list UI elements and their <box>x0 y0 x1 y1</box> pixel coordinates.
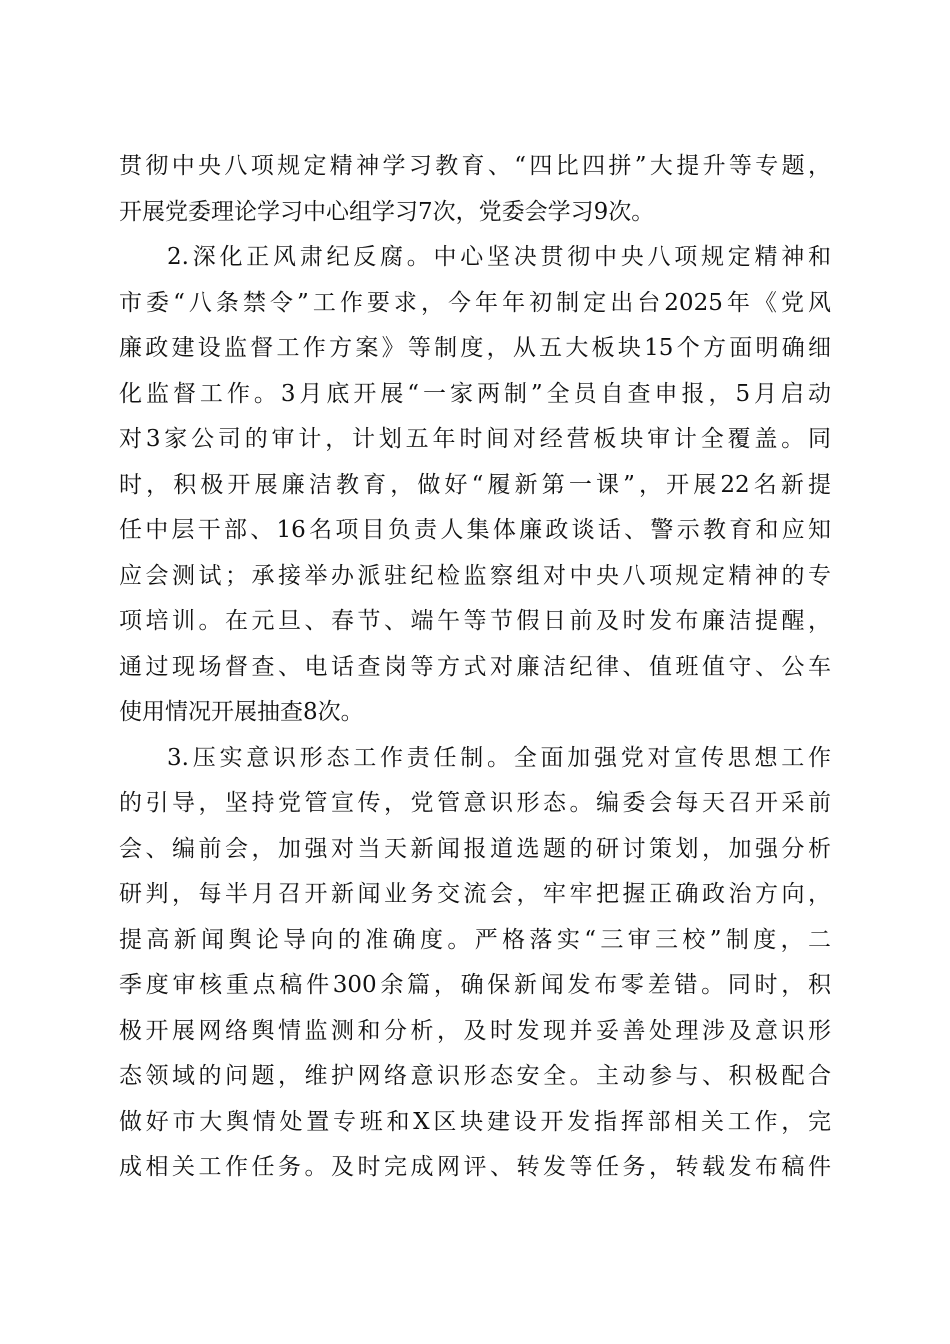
text-line: 项培训。在元旦、春节、端午等节假日前及时发布廉洁提醒， <box>119 608 831 634</box>
text-line: 市委“八条禁令”工作要求，今年年初制定出台2025年《党风 <box>119 289 831 316</box>
text-line: 通过现场督查、电话查岗等方式对廉洁纪律、值班值守、公车 <box>119 653 831 680</box>
document-body <box>119 144 831 1191</box>
text-line: 廉政建设监督工作方案》等制度，从五大板块15个方面明确细 <box>119 335 831 361</box>
text-line: 任中层干部、16名项目负责人集体廉政谈话、警示教育和应知 <box>119 517 831 543</box>
text-line: 会、编前会，加强对当天新闻报道选题的研讨策划，加强分析 <box>119 835 831 862</box>
text-line: 时，积极开展廉洁教育，做好“履新第一课”，开展22名新提 <box>119 471 831 498</box>
text-line: 极开展网络舆情监测和分析，及时发现并妥善处理涉及意识形 <box>119 1017 831 1044</box>
text-line: 开展党委理论学习中心组学习7次，党委会学习9次。 <box>119 198 655 225</box>
text-line: 贯彻中央八项规定精神学习教育、“四比四拼”大提升等专题， <box>119 153 831 179</box>
text-line: 提高新闻舆论导向的准确度。严格落实“三审三校”制度，二 <box>119 926 831 953</box>
text-line: 季度审核重点稿件300余篇，确保新闻发布零差错。同时，积 <box>119 972 831 998</box>
text-line: 化监督工作。3月底开展“一家两制”全员自查申报，5月启动 <box>119 380 831 407</box>
text-line: 3.压实意识形态工作责任制。全面加强党对宣传思想工作 <box>167 744 831 771</box>
text-line: 对3家公司的审计，计划五年时间对经营板块审计全覆盖。同 <box>119 426 831 452</box>
text-line: 的引导，坚持党管宣传，党管意识形态。编委会每天召开采前 <box>119 790 831 816</box>
text-line: 研判，每半月召开新闻业务交流会，牢牢把握正确政治方向， <box>119 881 831 907</box>
text-line: 应会测试；承接举办派驻纪检监察组对中央八项规定精神的专 <box>119 562 831 589</box>
text-line: 2.深化正风肃纪反腐。中心坚决贯彻中央八项规定精神和 <box>167 244 831 270</box>
text-line: 成相关工作任务。及时完成网评、转发等任务，转载发布稿件 <box>119 1154 831 1180</box>
text-line: 做好市大舆情处置专班和X区块建设开发指挥部相关工作，完 <box>119 1108 831 1135</box>
text-line: 使用情况开展抽查8次。 <box>119 699 364 725</box>
text-line: 态领域的问题，维护网络意识形态安全。主动参与、积极配合 <box>119 1063 831 1089</box>
